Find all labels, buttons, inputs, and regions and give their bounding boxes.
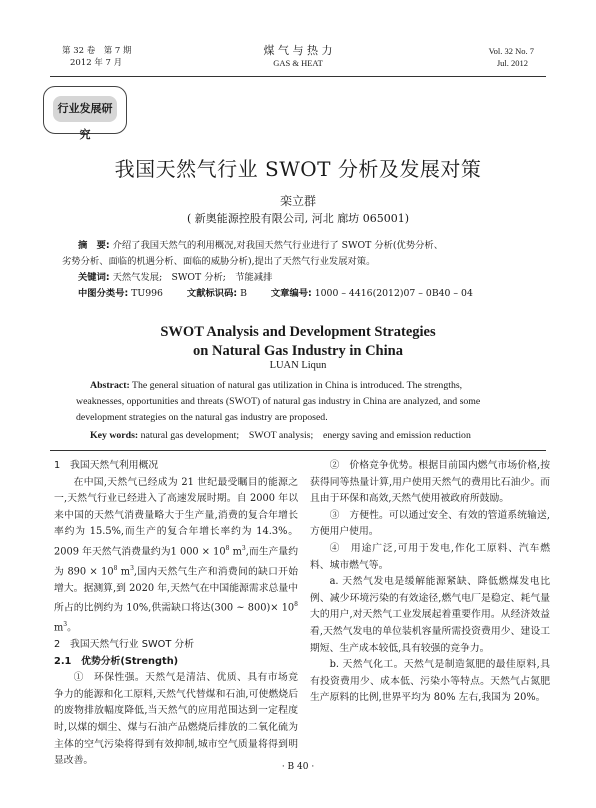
affiliation-cn: ( 新奥能源控股有限公司, 河北 廊坊 065001) [186,212,410,225]
abstract-cn-line1 [78,238,534,254]
right-paragraph-2: ③ 方便性。可以通过安全、有效的管道系统输送,方便用户使用。 [310,509,550,538]
abstract-cn-text2: 劣势分析、面临的机遇分析、面临的威胁分析),提出了天然气行业发展对策。 [62,256,376,267]
abstract-en-line3: development strategies on the natural gas industry are proposed. [76,412,328,423]
author-cn: 栾立群 [279,194,316,208]
body-left-column [54,458,298,770]
header-vol-cn: 第 32 卷 第 7 期 [62,46,132,56]
sup-5: 8 [294,601,298,609]
section-1-text-f: ,国内天然气生产和消费间的缺口开始增大。据测算,到 2020 年,天然气在中国能源需求总量中所占的比例约为 10%,供需缺口将达(300 ~ 800)× 10 [54,566,298,614]
journal-name-en: GAS & HEAT [273,58,323,68]
abstract-en-line2: weaknesses, opportunities and threats (SWOT) of natural gas industry in China are analyzed, and some [76,396,481,407]
header-vol-en: Vol. 32 No. 7 [488,46,534,56]
sup-6: 3 [63,621,68,629]
section-1-text-b: 1 000 × 10 [170,546,226,558]
sup-1: 8 [225,544,230,552]
abstract-rule [50,450,546,451]
section-1-text-d: ,而生产量约为 890 × 10 [54,546,299,578]
body-right-column [310,458,550,707]
doc-code-value: B [240,288,247,299]
paper-title-en-line2: on Natural Gas Industry in China [193,343,403,359]
classification-cn [78,286,534,302]
header-date-en: Jul. 2012 [496,58,528,68]
keywords-en-text: natural gas development; SWOT analysis; energy saving and emission reduction [140,430,471,441]
keywords-en [90,428,520,444]
section-1-text-h: 。 [67,622,77,634]
section-1-text-a: 在中国,天然气已经成为 21 世纪最受瞩目的能源之一,天然气行业已经进入了高速发展时期。自 2000 年以来中国的天然气消费量略大于生产量,消费的复合年增长率约为 15.5%,而生产的复合年增长率约为 14.3%。2009 年天然气消费量约为 [54,476,298,558]
section-1-text-g: m [54,622,64,634]
section-2-1-paragraph: ① 环保性强。天然气是清洁、优质、具有市场竞争力的能源和化工原料,天然气代替煤和石油,可使燃烧后的废物排放幅度降低,当天然气的应用范围达到一定程度时,以煤的烟尘、煤与石油产品燃烧后排放的二氧化硫为主体的空气污染将得到有效抑制,城市空气质量将得到明显改善。 [54,672,298,767]
section-1-heading: 1 我国天然气利用概况 [54,460,159,471]
journal-name-cn: 煤 气 与 热 力 [263,44,333,57]
paper-title-en [0,323,596,361]
abstract-en-line1 [90,378,520,394]
section-2-1-heading: 2.1 优势分析(Strength) [54,655,179,667]
sup-3: 8 [113,564,118,572]
abstract-en-text1: The general situation of natural gas utilization in China is introduced. The strengths, [132,380,463,391]
section-1-paragraph [54,475,298,637]
abstract-en-label: Abstract: [90,380,130,391]
article-number-label: 文章编号: [270,288,312,299]
header-volume-en [489,45,534,69]
keywords-cn-label: 关键词: [78,272,110,283]
author-en: LUAN Liqun [269,360,327,371]
keywords-cn-text: 天然气发展; SWOT 分析; 节能减排 [112,272,273,283]
abstract-cn-line2 [62,254,534,270]
abstract-en [90,378,520,394]
page-number: · B 40 · [281,762,315,772]
abstract-cn-text1: 介绍了我国天然气的利用概况,对我国天然气行业进行了 SWOT 分析(优势分析、 [112,240,444,251]
keywords-cn [78,270,534,286]
paper-title-en-line1: SWOT Analysis and Development Strategies [160,324,436,340]
section-tag: 行业发展研究 [53,96,117,122]
doc-code-label: 文献标识码: [186,288,238,299]
clc-value: TU996 [131,288,163,299]
abstract-cn-label: 摘 要: [78,240,110,251]
section-2-heading: 2 我国天然气行业 SWOT 分析 [54,639,195,650]
header-date-cn: 2012 年 7 月 [70,58,123,68]
abstract-cn [78,238,534,254]
right-paragraph-4: a. 天然气发电是缓解能源紧缺、降低燃煤发电比例、减少环境污染的有效途径,燃气电厂是稳定、耗气量大的用户,对天然气工业发展起着重要作用。从经济效益看,天然气发电的单位装机容量所需投资费用少、建设工期短、生产成本较低,具有较强的竞争力。 [310,576,550,654]
paper-title-cn: 我国天然气行业 SWOT 分析及发展对策 [114,157,482,181]
sup-4: 3 [130,564,134,572]
sup-2: 3 [241,544,246,552]
section-1-text-e: m [117,566,131,578]
right-paragraph-3: ④ 用途广泛,可用于发电,作化工原料、汽车燃料、城市燃气等。 [310,542,550,571]
section-1-text-c: m [229,546,242,558]
article-number-value: 1000 – 4416(2012)07 – 0B40 – 04 [314,288,473,299]
keywords-en-label: Key words: [90,430,139,441]
right-paragraph-5: b. 天然气化工。天然气是制造氮肥的最佳原料,具有投资费用少、成本低、污染小等特点。天然气占氮肥生产原料的比例,世界平均为 80% 左右,我国为 20%。 [310,659,550,704]
header-rule [50,76,546,77]
right-paragraph-1: ② 价格竞争优势。根据目前国内燃气市场价格,按获得同等热量计算,用户使用天然气的费用比石油少。而且由于环保和高效,天然气使用被政府所鼓励。 [310,460,550,505]
clc-label: 中图分类号: [78,288,129,299]
